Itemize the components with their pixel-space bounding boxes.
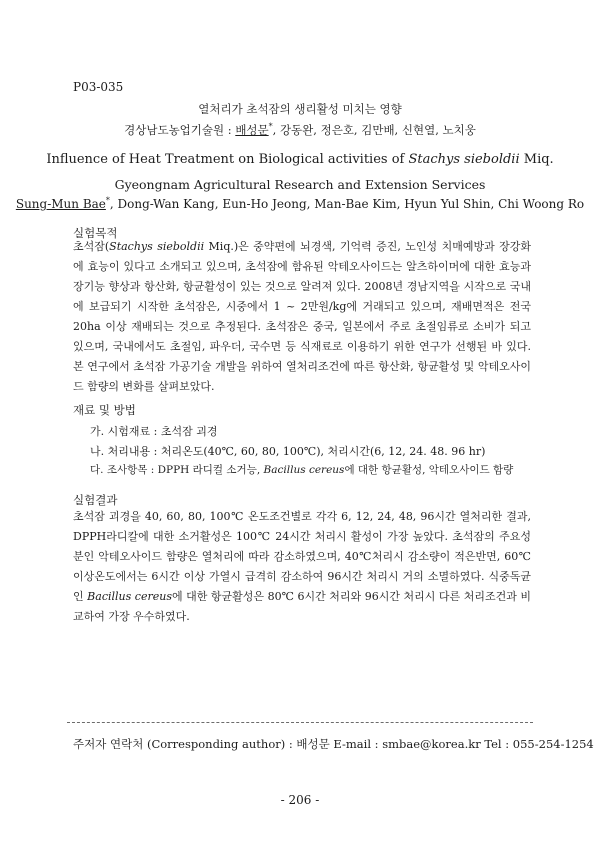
materials-item-3-species: Bacillus cereus (263, 464, 345, 476)
objective-heading: 실험목적 (73, 226, 118, 240)
objective-species: Stachys sieboldii (109, 240, 205, 253)
affiliation-korean: 경상남도농업기술원 : (124, 123, 236, 137)
results-part-1: 초석잠 괴경을 40, 60, 80, 100℃ 온도조건별로 각각 6, 12, 24, 48, 96시간 열처리한 결과, DPPH라디칼에 대한 소거활성은 100℃ 24시간 처리시 활성이 가장 높았다. 초석잠의 주요성분인 악테오사이드 함량은 열처리에 따라 감소하였으며, 40℃처리시 감소량이 적은반면, 60℃이상온도에서는 6시간 이상 가열시 급격히 감소하여 96시간 처리시 거의 소멸하였다. 식중독균인 (73, 510, 531, 603)
materials-item-1: 가. 시험재료 : 초석잠 괴경 (90, 425, 218, 438)
footnote-divider (67, 722, 533, 723)
results-paragraph (73, 507, 531, 627)
presenter-mark-korean: * (268, 122, 273, 132)
title-english-species: Stachys sieboldii (408, 152, 520, 167)
materials-item-3-prefix: 다. 조사항목 : DPPH 라디컬 소거능, (90, 464, 264, 476)
materials-item-3 (90, 462, 513, 477)
coauthors-korean: , 강동완, 정은호, 김만배, 신현열, 노치웅 (272, 123, 476, 137)
presenter-mark-english: * (105, 196, 110, 205)
institute-english: Gyeongnam Agricultural Research and Extension Services (114, 177, 486, 192)
presenter-english: Sung-Mun Bae (15, 197, 106, 211)
title-english (0, 152, 600, 167)
objective-lead: 초석잠( (73, 240, 110, 253)
abstract-code: P03-035 (73, 80, 124, 94)
results-part-2: 에 대한 항균활성은 80℃ 6시간 처리와 96시간 처리시 다른 처리조건과 비교하여 가장 우수하였다. (73, 590, 531, 623)
materials-heading: 재료 및 방법 (73, 403, 136, 417)
title-english-prefix: Influence of Heat Treatment on Biological activities of (46, 152, 409, 167)
materials-item-2: 나. 처리내용 : 처리온도(40℃, 60, 80, 100℃), 처리시간(6, 12, 24. 48. 96 hr) (90, 445, 486, 458)
presenter-korean: 배성문 (235, 123, 269, 137)
authors-korean (0, 122, 600, 138)
authors-english (0, 196, 600, 211)
objective-body: Miq.)은 중약편에 뇌경색, 기억력 증진, 노인성 치매예방과 장강화에 효능이 있다고 소개되고 있으며, 초석잠에 함유된 악테오사이드는 알츠하이머에 대한 효능과 장기능 향상과 항산화, 항균활성이 있는 것으로 알려져 있다. 2008년 경남지역을 시작으로 국내에 보급되기 시작한 초석잠은, 시중에서 1 ~ 2만원/kg에 거래되고 있으며, 재배면적은 전국 20ha 이상 재배되는 것으로 추정된다. 초석잠은 중국, 일본에서 주로 초절임류로 소비가 되고 있으며, 국내에서도 초절임, 파우더, 국수면 등 식재료로 이용하기 위한 연구가 선행된 바 있다. 본 연구에서 초석잠 가공기술 개발을 위하여 열처리조건에 따른 항산화, 항균활성 및 악테오사이드 함량의 변화를 살펴보았다. (73, 240, 531, 393)
materials-item-3-suffix: 에 대한 항균활성, 악테오사이드 함량 (344, 464, 514, 476)
coauthors-english: , Dong-Wan Kang, Eun-Ho Jeong, Man-Bae Kim, Hyun Yul Shin, Chi Woong Ro (109, 197, 585, 211)
page-number: - 206 - (280, 793, 320, 807)
title-korean: 열처리가 초석잠의 생리활성 미치는 영향 (198, 102, 402, 116)
objective-paragraph (73, 237, 531, 397)
title-english-suffix: Miq. (519, 152, 554, 167)
corresponding-author: 주저자 연락처 (Corresponding author) : 배성문 E-mail : smbae@korea.kr Tel : 055-254-1254 (73, 737, 594, 751)
results-species: Bacillus cereus (87, 590, 172, 603)
results-heading: 실험결과 (73, 493, 118, 507)
